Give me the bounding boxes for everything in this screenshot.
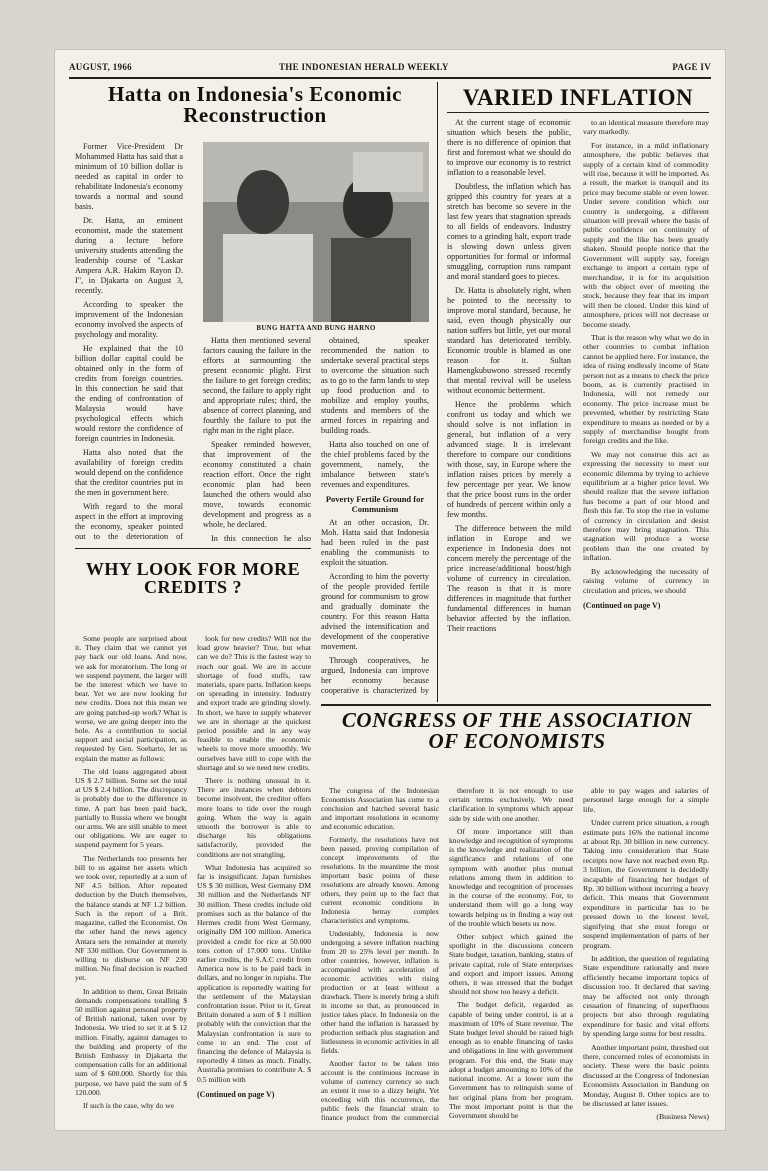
paragraph: He explained that the 10 billion dollar capital could be obtained only in the form of credits from foreign countries. In this connection he said that the ending of confrontation of Malaysia would have psychological effects which would restore the confidence of foreign countries in Indonesia. (75, 344, 183, 443)
paragraph: In this connection he also (211, 534, 311, 542)
paragraph: Former Vice-President Dr Mohammed Hatta has said that a minimum of 10 billion dollar is needed as capital in order to rehabilitate Indonesia's economy towards a normal and sound basis. (75, 142, 183, 211)
page-header (69, 60, 711, 76)
paragraph: Through cooperatives, he argued, Indonesia can improve her economy because cooperative is characterized by (321, 656, 429, 695)
paragraph: That is the reason why what we do in other countries to combat inflation cannot be applied here. For instance, the idea of rising endlessly income of State person not as a means to check the price boom, as is currently practised in Indonesia, will not remedy our economy. The price increase must be prevented, whether by restricting State expenditure to means as needed or by a supply of merchandise bought from foreign credits and the like. (583, 332, 709, 446)
paragraph: therefore it is not enough to use certain terms exclusively. We need clarification in symptoms which appear side by side with one another. (449, 786, 573, 823)
paragraph: Some people are surprised about it. They claim that we cannot yet pay back our old loans. And now, we ask for moratorium. The long or we suspend payment, the larger will be the interest which we have to bear. Yet we are now looking for new credits. Does not this mean we are going patched-up work? What is worse, we are going deeper into the hole. As a contribution to social support and social participation, as requested by Gen. Soeharto, let us explain the matter as follows: (75, 634, 187, 763)
paragraph: able to pay wages and salaries of personnel large enough for a simple life. (583, 786, 709, 814)
page-number: PAGE IV (672, 62, 711, 72)
paragraph: Under current price situation, a rough estimate puts 16% the national income at about Rp. 30 billion in new currency. Taking into consideration that State receipts now have not reached even Rp. 3 billion, the Government is decidedly incapable of financing her budget of Rp. 30 billion without incurring a heavy deficit. This means that Government expenditure in particular has to be pressed down to the lowest level, signifying that she must forego or suspend implementation of parts of her program. (583, 818, 709, 950)
header-rule (69, 77, 711, 79)
paragraph: Another factor to be taken into account is the continuous increase in volume of currency currency so such an extent it rose to a dizzy height. Yet exceeding with this occurrence, the public feels the financial strain to finance product from the commercial (321, 1059, 439, 1122)
hatta-column-1 (75, 142, 183, 542)
paragraph: Doubtless, the inflation which has gripped this country for years at a stretch has become so severe in the last few years that stagnation spreads to all fields of endeavors. Industry comes to a grinding halt, export trade is slowing down unless given opportunities for formal or informal smuggling, corruption runs rampant and moral standard goes to pieces. (447, 182, 571, 281)
paragraph: According to speaker the improvement of the Indonesian economy involved the aspects of psychology and morality. (75, 300, 183, 339)
hatta-headline: Hatta on Indonesia's Economic Reconstruction (108, 82, 402, 128)
paragraph: At the current stage of economic situation which besets the public, there is no difference of opinion that first and foremost what we should do to improve our economy is to restrict inflation to a reasonable level. (447, 118, 571, 177)
continued-note: (Continued on page V) (583, 600, 661, 610)
paragraph: The Netherlands too presents her bill to us against her assets which we took over, reportedly at a sum of NF 4.5 billion. After repeated deduction by the Dutch themselves, the balance stands at NF 1.2 billion. Such is the report of a Brit. magazine, called the Economist. On the other hand the news agency Antara sets the remainder at merely NF 330 million. Our Government is willing to disburse on NF 230 million. No final decision is reached yet. (75, 853, 187, 983)
inflation-rule (447, 112, 709, 113)
congress-headline: CONGRESS OF THE ASSOCIATION OF ECONOMISTS (341, 708, 693, 754)
issue-date: AUGUST, 1966 (69, 62, 132, 72)
paragraph: At an other occasion, Dr. Moh. Hatta said that Indonesia had been ruled in the past enabling the communists to exploit the situation. (321, 518, 429, 567)
paragraph: There is nothing unusual in it. There are instances when debtors become insolvent, the creditor offers more loans to tide over the rough going. When the way is again smooth the borrower is able to discharge his obligations satisfactorily, provided the conditions are not strangling. (197, 776, 311, 859)
paragraph: Other subject which gained the spotlight in the discussions concern State budget, taxation, banking, status of private capital, role of State enterprises and export and import issues. Among others, it was stressed that the budget should not show too heavy a deficit. (449, 932, 573, 997)
paper-title: THE INDONESIAN HERALD WEEKLY (279, 62, 449, 72)
paragraph: With regard to the moral aspect in the effort at improving the economy, speaker pointed out to the deterioration of (75, 502, 183, 541)
credits-column-1 (75, 634, 187, 1122)
photo-caption: BUNG HATTA AND BUNG HARNO (256, 324, 376, 332)
paragraph: Hatta also touched on one of the chief problems faced by the government, namely, the imbalance between state's revenues and expenditures. (321, 440, 429, 489)
paragraph: In addition, the question of regulating State expenditure rationally and more efficiently became important topics of discussion too. It declared that saving may be affected not only through cessation of financing of superfluous projects but also through regulating expenditure for basic and vital efforts by spending large sums for best results. (583, 953, 709, 1039)
paragraph: to an identical measure therefore may vary markedly. (583, 118, 709, 137)
credits-headline: WHY LOOK FOR MORE CREDITS ? (85, 559, 301, 598)
paragraph: look for new credits? Will not the load grow heavier? True, but what can we do? This is the fastest way to reach our goal. We are in accute shortage of food stuffs, raw materials, spare parts. Inflation keeps on spreading in intensity. Industry and export trade are grinding slowly. In short, we have to supply whatever we are in shortage at the quickest period possible and in any way feasible to enable the economic wheels to move more smoothly. We ourselves have still to cope with the shortage and so we need new credits. (197, 634, 311, 772)
inflation-headline: VARIED INFLATION (462, 85, 694, 110)
paragraph: If such is the case, why do we (83, 1100, 175, 1110)
paragraph: Of more importance still than knowledge and recognition of symptoms is the knowledge and realization of the significance and relations of one symptom with another plus mutual relations among them in addition to knowledge and recognition of processes in the course of the economy. For, to understand them will go a long way towards helping us in finding a way out of the trouble which besets us now. (449, 826, 573, 928)
paragraph: Dr. Hatta is absolutely right, when he pointed to the necessity to improve moral standard, because, he said, even though physically our nation suffers but little, yet our moral standard has deteriorated terribly. Economic trouble is blamed as one reason for it. Sultan Hamengkubuwono stressed recently that mental revival will be useless without economic betterment. (447, 286, 571, 395)
paragraph: Dr. Hatta, an eminent economist, made the statement during a lecture before university students attending the leadership course of "Laskar Ampera A.R. Hakim Rayon D. I", in Djakarta on August 3, recently. (75, 216, 183, 295)
paragraph: What Indonesia has acquired so far is insignificant. Japan furnishes US $ 30 million, West Germany DM 30 million and the Netherlands NF 30 million. These credits include old promises such as the balance of the Hermes credit from West Germany, originally DM 100 million. America provided a credit for rice at 50.000 tons cotton of 17.000 tons. Unlike earlier credits, the S.A.C credit from America now is to be paid back in dollars, and no longer in rupiahs. The application is reportedly waiting for the settlement of the Malaysian confrontation issue. Prior to it, Great Britain donated a sum of $ 1 million probably with the conviction that the Malaysian confrontation is sure to come to an end. The cost of financing the defence of Malaysia is reportedly 4 times as much. Finally, Australia promises to contribute A. $ 0.5 million with (197, 862, 311, 1084)
paragraph: Hence the problems which confront us today and which we should solve is not inflation in general, but inflation of a very advanced stage. It is irrelevant therefore to compare our conditions with those, say, in Europe where the inflation raises prices by merely a few percentage per year. We know that the price boost runs in the order of hundreds of percent within only a few months. (447, 400, 571, 519)
paragraph: Undeniably, Indonesia is now undergoing a severe inflation reaching from 20 to 25% level per month. In other countries, however, inflation is accompanied with acceleration of economic activities with rising production or at least without a drawback. There is merely bring a shift in income so that, as pronounced in justice takes place. In Indonesia on the other hand the inflation is harassed by production setback plus stagnation and listlessness in economic activities in all fields. (321, 929, 439, 1055)
hatta-photo (203, 142, 429, 322)
paragraph: In addition to them, Great Britain demands compensations totalling $ 50 million against personal property of British national, taken over by Indonesia. We tried to set it at $ 12 million. Finally, against damages to the building and property of the British Embassy in Djakarta the compensation calls for an additional sum of $ 600.000. Shortly for this purpose, we have paid the sum of $ 120.000. (75, 986, 187, 1097)
paragraph: The budget deficit, regarded as capable of being under control, is at a maximum of 10% of State revenue. The State budget level should be raised high enough as to enable financing of tasks and obligations in line with government program. For this end, the State may adopt a budget amounting to 10% of the national income. At a lower sum the Government has to relinquish some of her original plans from her program. The most important point is that the Government should be (449, 1000, 573, 1120)
column-divider (437, 82, 438, 702)
inflation-column-1 (447, 118, 571, 700)
credits-rule-top (75, 548, 311, 549)
subheading: Poverty Fertile Ground for Communism (325, 494, 425, 514)
photo-image (203, 142, 429, 322)
paragraph: By acknowledging the necessity of raising volume of currency in circulation and prices, we should (583, 566, 709, 595)
congress-column-3 (583, 786, 709, 1122)
paragraph: Speaker reminded however, that improvement of the economy constituted a chain reaction effort. Once the right economic plan had been launched the others would also move, towards economic development and progress as a whole, he declared. (203, 440, 311, 529)
paragraph: For instance, in a mild inflationary atmosphere, the public believes that supply of a certain kind of commodity will rise, because it will be imported. As a result, the market is tranquil and its price may become stable or even lower. Under severe condition which our country is undergoing, a different situation will prevail where the basis of public confidence on continuity of supply and the like has been greatly shaken. Should people notice that the Government will supply say, foreign exchange to import a certain type of merchandise, it is for its acquisition with the object ever of meeting the stock, because they fear that its import will then be closed. Under this kind of atmosphere, prices will not decrease or become steady. (583, 140, 709, 329)
congress-rule-top (321, 704, 711, 706)
newspaper-page (55, 50, 725, 1130)
paragraph: Hatta also noted that the availability of foreign credits would depend on the confidence that the creditor countries put in the men in government here. (75, 448, 183, 497)
paragraph: The difference between the mild inflation in Europe and we experience in Indonesia does not concern merely the percentage of the price increase/additional boost/high volume of currency in circulation. The reason is that it is more differences in magnitude that further fundamental differences in human behavior affected by the inflation. Their reactions (447, 524, 571, 633)
paragraph: The congress of the Indonesian Economists Association has come to a conclusion and hatched several basic and important resolutions in economy and economic education. (321, 786, 439, 831)
credits-column-2 (197, 634, 311, 1122)
hatta-column-3 (321, 336, 429, 696)
continued-note: (Continued on page V) (197, 1089, 275, 1099)
paragraph: Formerly, the resolutions have not been passed, proving compilation of concept improvements of the resolutions. In the meantime the most important basic points of these resolutions are already known. Among others, they point up to the fact that current economic conditions in Indonesia betray complex characteristics and symptoms. (321, 835, 439, 925)
paragraph: Hatta then mentioned several factors causing the failure in the efforts at surmounting the present economic plight. First the failure to get foreign credits; second, the failure to apply right and appropriate rules; third, the absence of correct planning, and fourthly the failure to put the right man in the right place. (203, 336, 311, 435)
source-credit: (Business News) (656, 1112, 709, 1122)
paragraph: obtained, speaker recommended the nation to undertake several practical steps to overcome the situation such as to go to the farm lands to step up food production and to mobilize and employ youths, students and members of the armed forces in repairing and building roads. (321, 336, 429, 435)
inflation-column-2 (583, 118, 709, 700)
paragraph: According to him the poverty of the people provided fertile ground for communism to grow and gradually dominate the country. For this reason Hatta advised the intensification and development of the cooperative movement. (321, 572, 429, 651)
paragraph: The old loans aggregated about US $ 2.7 billion. Some set the total at US $ 2.4 billion. The discrepancy is probably due to the difference in time. A part has been paid back, partially to Russia where we bought our arms. We are still unable to meet our obligations. We are eager to suspend payment for 5 years. (75, 766, 187, 850)
paragraph: Another important point, threshed out there, concerned roles of economists in society. These were the basic points discussed at the Congress of Indonesian Economists Association in Bandung on Monday, August 8. Other topics are to be discussed at later issues. (583, 1042, 709, 1108)
hatta-column-2 (203, 336, 311, 542)
congress-column-1 (321, 786, 439, 1122)
congress-column-2 (449, 786, 573, 1122)
paragraph: We may not construe this act as expressing the necessity to meet our economic dilemma by trying to achieve equilibrium at a higher price level. We should realize that the severe inflation has become a part of our blood and flesh this far. To stop the rise in volume of currency in circulation and desist therefore may bring stagnation. This stagnation will produce a worse problem than the one created by inflation. (583, 449, 709, 563)
